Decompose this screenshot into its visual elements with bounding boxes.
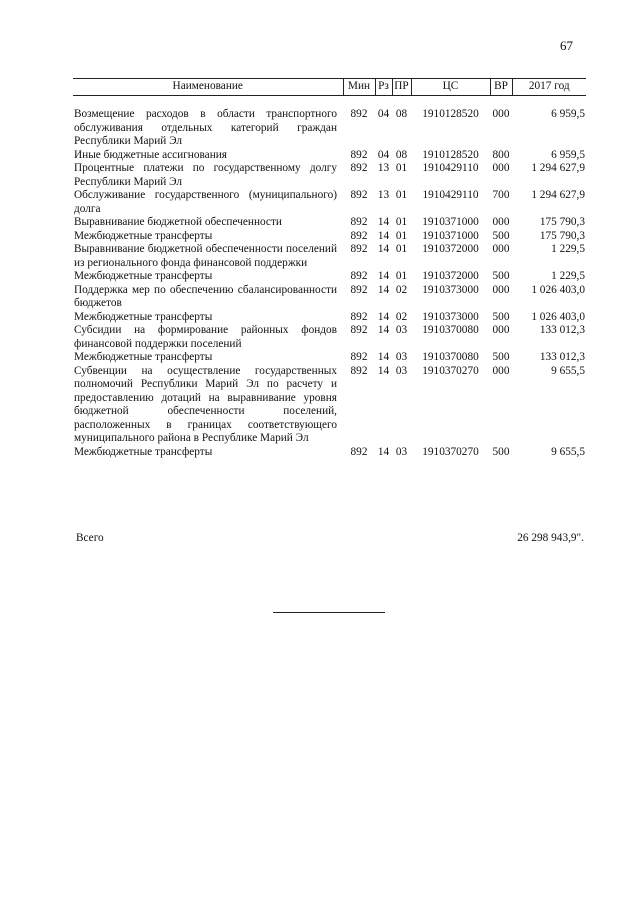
row-cs: 1910429110 [422,162,479,174]
header-vr: ВР [490,79,512,96]
row-cs: 1910373000 [422,310,479,323]
row-name: Поддержка мер по обеспечению сбалансированности бюджетов [74,283,337,309]
row-amount: 6 959,5 [551,108,585,120]
row-amount: 1 026 403,0 [531,310,585,323]
row-name: Выравнивание бюджетной обеспеченности [74,216,282,228]
header-year: 2017 год [512,79,586,96]
table-row [73,446,586,460]
row-rz: 04 [377,148,390,161]
row-pr: 03 [395,351,408,363]
table-row [73,324,586,351]
row-cs: 1910370080 [422,324,479,336]
table-spacer [73,96,586,109]
table-row [73,243,586,270]
row-amount: 175 790,3 [539,229,585,242]
row-rz: 14 [377,229,390,242]
row-vr: 000 [492,216,510,228]
header-cs: ЦС [411,79,490,96]
row-rz: 14 [377,283,390,296]
row-name: Субвенции на осуществление государственных полномочий Республики Марий Эл по расчету и предоставлению дотаций на выравнивание уровня бюджетной обеспеченности поселений, расположенных в границах соответствующего муниципального района в Республике Марий Эл [74,364,337,444]
row-amount: 133 012,3 [539,324,585,336]
table-row [73,365,586,446]
row-cs: 1910429110 [422,189,479,201]
row-name: Межбюджетные трансферты [74,229,213,242]
row-cs: 1910373000 [422,283,479,296]
header-min: Мин [343,79,375,96]
row-min: 892 [350,162,368,174]
row-cs: 1910371000 [422,229,479,242]
table-row [73,270,586,284]
row-pr: 01 [395,270,408,282]
row-min: 892 [350,445,368,458]
table-row [73,311,586,325]
row-vr: 800 [492,148,510,161]
row-amount: 9 655,5 [551,445,585,458]
row-name: Процентные платежи по государственному долгу Республики Марий Эл [74,162,337,188]
row-cs: 1910128520 [422,108,479,120]
row-min: 892 [350,148,368,161]
row-min: 892 [350,364,368,377]
footer-divider [273,612,385,613]
row-min: 892 [350,324,368,336]
row-vr: 000 [492,364,510,377]
row-name: Субсидии на формирование районных фондов финансовой поддержки поселений [74,324,337,350]
row-min: 892 [350,270,368,282]
row-rz: 14 [377,216,390,228]
row-amount: 1 294 627,9 [531,162,585,174]
page-number: 67 [560,38,573,53]
budget-table [73,78,586,459]
row-min: 892 [350,283,368,296]
row-min: 892 [350,351,368,363]
row-cs: 1910372000 [422,270,479,282]
row-rz: 04 [377,108,390,120]
total-label: Всего [76,532,104,544]
row-vr: 000 [492,283,510,296]
row-pr: 08 [395,148,408,161]
row-vr: 000 [492,162,510,174]
row-pr: 02 [395,310,408,323]
row-vr: 500 [492,445,510,458]
table-row [73,162,586,189]
table-row [73,108,586,149]
row-pr: 03 [395,445,408,458]
row-amount: 1 229,5 [551,270,585,282]
row-vr: 000 [492,324,510,336]
row-name: Иные бюджетные ассигнования [74,148,227,161]
row-min: 892 [350,216,368,228]
row-pr: 01 [395,189,408,201]
table-row [73,284,586,311]
row-name: Межбюджетные трансферты [74,310,213,323]
row-cs: 1910370080 [422,351,479,363]
row-name: Возмещение расходов в области транспортного обслуживания отдельных категорий граждан Республики Марий Эл [74,108,337,147]
row-vr: 500 [492,351,510,363]
row-cs: 1910128520 [422,148,479,161]
table-row [73,216,586,230]
row-amount: 1 026 403,0 [531,283,585,296]
row-cs: 1910372000 [422,243,479,255]
row-name: Обслуживание государственного (муниципального) долга [74,189,337,215]
total-amount: 26 298 943,9". [517,532,584,544]
row-pr: 01 [395,216,408,228]
row-amount: 175 790,3 [539,216,585,228]
row-name: Межбюджетные трансферты [74,351,213,363]
table-header-row [73,79,586,96]
row-rz: 14 [377,243,390,255]
row-amount: 6 959,5 [551,148,585,161]
table-row [73,230,586,244]
row-name: Межбюджетные трансферты [74,270,213,282]
row-pr: 08 [395,108,408,120]
header-name: Наименование [73,79,343,96]
row-cs: 1910371000 [422,216,479,228]
table-row [73,189,586,216]
row-min: 892 [350,108,368,120]
row-amount: 9 655,5 [551,364,585,377]
row-rz: 14 [377,324,390,336]
header-rz: Рз [375,79,392,96]
row-min: 892 [350,243,368,255]
row-name: Межбюджетные трансферты [74,445,213,458]
row-rz: 14 [377,270,390,282]
row-rz: 14 [377,445,390,458]
total-row [76,532,584,544]
row-cs: 1910370270 [422,364,479,377]
row-rz: 13 [377,189,390,201]
row-vr: 500 [492,270,510,282]
row-pr: 01 [395,243,408,255]
row-amount: 1 294 627,9 [531,189,585,201]
row-amount: 133 012,3 [539,351,585,363]
table-row [73,149,586,163]
row-vr: 500 [492,310,510,323]
header-pr: ПР [392,79,411,96]
row-pr: 01 [395,229,408,242]
row-pr: 03 [395,364,408,377]
row-vr: 500 [492,229,510,242]
row-pr: 03 [395,324,408,336]
row-cs: 1910370270 [422,445,479,458]
row-vr: 000 [492,243,510,255]
row-min: 892 [350,189,368,201]
row-vr: 000 [492,108,510,120]
row-pr: 01 [395,162,408,174]
row-vr: 700 [492,189,510,201]
row-rz: 14 [377,364,390,377]
row-rz: 14 [377,351,390,363]
row-min: 892 [350,310,368,323]
table-row [73,351,586,365]
row-pr: 02 [395,283,408,296]
row-rz: 14 [377,310,390,323]
row-min: 892 [350,229,368,242]
row-rz: 13 [377,162,390,174]
row-name: Выравнивание бюджетной обеспеченности поселений из регионального фонда финансовой поддержки [74,243,337,269]
row-amount: 1 229,5 [551,243,585,255]
